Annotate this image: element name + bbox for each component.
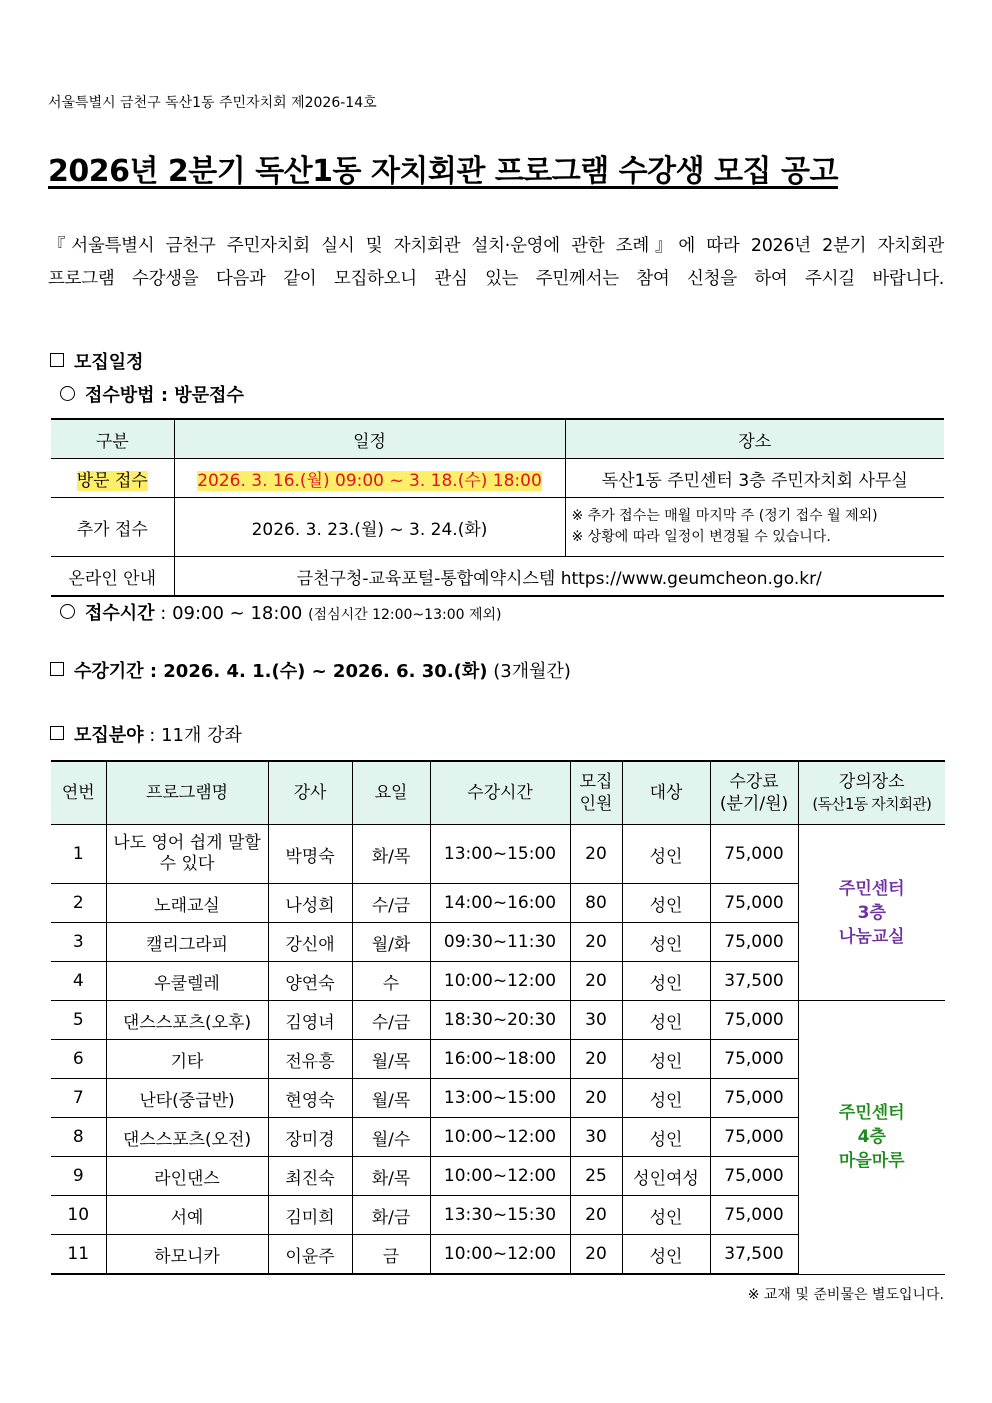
cap-line2: 인원	[579, 794, 613, 814]
row-teacher: 장미경	[268, 1118, 352, 1157]
row-time: 10:00~12:00	[430, 962, 570, 1001]
row-time: 18:30~20:30	[430, 1001, 570, 1040]
extra-date: 2026. 3. 23.(월) ~ 3. 24.(화)	[174, 498, 565, 557]
period-label: 수강기간 : 2026. 4. 1.(수) ~ 2026. 6. 30.(화)	[74, 661, 488, 682]
row-capacity: 20	[570, 1040, 622, 1079]
schedule-table	[51, 418, 944, 597]
row-fee: 37,500	[710, 1235, 798, 1275]
col-header-place	[798, 761, 945, 825]
fields-label: 모집분야	[74, 725, 144, 746]
row-no: 7	[51, 1079, 106, 1118]
row-fee: 75,000	[710, 923, 798, 962]
row-no: 8	[51, 1118, 106, 1157]
fee-line2: (분기/원)	[719, 794, 789, 814]
row-time: 13:00~15:00	[430, 825, 570, 884]
row-day: 화/금	[352, 1196, 430, 1235]
schedule-row-online	[51, 557, 944, 597]
section-period	[50, 657, 571, 683]
row-teacher: 전유흥	[268, 1040, 352, 1079]
time-note: (점심시간 12:00~13:00 제외)	[308, 607, 502, 623]
col-header-no: 연번	[51, 761, 106, 825]
circle-bullet-icon	[60, 604, 75, 619]
row-time: 13:00~15:00	[430, 1079, 570, 1118]
col-header-day: 요일	[352, 761, 430, 825]
row-no: 2	[51, 884, 106, 923]
row-fee: 75,000	[710, 1040, 798, 1079]
row-capacity: 20	[570, 1079, 622, 1118]
row-no: 11	[51, 1235, 106, 1275]
row-target: 성인	[622, 1040, 710, 1079]
row-day: 수	[352, 962, 430, 1001]
fee-line1: 수강료	[729, 772, 779, 792]
row-time: 10:00~12:00	[430, 1235, 570, 1275]
row-capacity: 20	[570, 1196, 622, 1235]
row-teacher: 나성희	[268, 884, 352, 923]
col-header-date: 일정	[174, 419, 565, 459]
visit-date-cell	[174, 459, 565, 498]
document-number: 서울특별시 금천구 독산1동 주민자치회 제2026-14호	[48, 95, 377, 111]
row-fee: 75,000	[710, 1196, 798, 1235]
row-name: 기타	[106, 1040, 268, 1079]
row-name: 하모니카	[106, 1235, 268, 1275]
extra-note-2: ※ 상황에 따라 일정이 변경될 수 있습니다.	[571, 529, 831, 545]
row-target: 성인	[622, 962, 710, 1001]
extra-note-1: ※ 추가 접수는 매월 마지막 주 (정기 접수 월 제외)	[571, 508, 878, 524]
row-teacher: 강신애	[268, 923, 352, 962]
row-name: 서예	[106, 1196, 268, 1235]
row-no: 10	[51, 1196, 106, 1235]
row-name: 난타(중급반)	[106, 1079, 268, 1118]
extra-label: 추가 접수	[51, 498, 174, 557]
row-capacity: 30	[570, 1001, 622, 1040]
row-capacity: 25	[570, 1157, 622, 1196]
row-fee: 37,500	[710, 962, 798, 1001]
row-fee: 75,000	[710, 1001, 798, 1040]
visit-place: 독산1동 주민센터 3층 주민자치회 사무실	[565, 459, 944, 498]
row-day: 월/목	[352, 1079, 430, 1118]
row-day: 수/금	[352, 884, 430, 923]
row-teacher: 김영녀	[268, 1001, 352, 1040]
row-day: 금	[352, 1235, 430, 1275]
col-header-name: 프로그램명	[106, 761, 268, 825]
place-a-line3: 나눔교실	[838, 926, 905, 947]
row-name: 노래교실	[106, 884, 268, 923]
intro-line-2: 프로그램 수강생을 다음과 같이 모집하오니 관심 있는 주민께서는 참여 신청을 하여 주시길 바랍니다.	[48, 269, 944, 289]
row-name: 나도 영어 쉽게 말할 수 있다	[106, 825, 268, 884]
table-row	[51, 825, 945, 884]
row-day: 수/금	[352, 1001, 430, 1040]
row-name: 캘리그라피	[106, 923, 268, 962]
page-title: 2026년 2분기 독산1동 자치회관 프로그램 수강생 모집 공고	[48, 154, 838, 189]
row-name: 댄스스포츠(오후)	[106, 1001, 268, 1040]
row-teacher: 현영숙	[268, 1079, 352, 1118]
cap-line1: 모집	[579, 772, 613, 792]
place-a-line1: 주민센터	[838, 878, 905, 899]
row-name: 우쿨렐레	[106, 962, 268, 1001]
schedule-header-row	[51, 419, 944, 459]
row-capacity: 20	[570, 923, 622, 962]
col-header-fee	[710, 761, 798, 825]
row-target: 성인	[622, 923, 710, 962]
col-header-time: 수강시간	[430, 761, 570, 825]
row-time: 13:30~15:30	[430, 1196, 570, 1235]
row-teacher: 김미희	[268, 1196, 352, 1235]
col-header-capacity	[570, 761, 622, 825]
row-day: 월/수	[352, 1118, 430, 1157]
checkbox-square-icon	[50, 662, 64, 676]
row-fee: 75,000	[710, 1157, 798, 1196]
row-teacher: 양연숙	[268, 962, 352, 1001]
row-no: 3	[51, 923, 106, 962]
row-target: 성인	[622, 1001, 710, 1040]
row-target: 성인	[622, 1079, 710, 1118]
row-capacity: 20	[570, 1235, 622, 1275]
col-header-target: 대상	[622, 761, 710, 825]
row-fee: 75,000	[710, 1118, 798, 1157]
row-name: 라인댄스	[106, 1157, 268, 1196]
checkbox-square-icon	[50, 726, 64, 740]
row-no: 1	[51, 825, 106, 884]
row-day: 화/목	[352, 825, 430, 884]
visit-date: 2026. 3. 16.(월) 09:00 ~ 3. 18.(수) 18:00	[197, 470, 542, 491]
row-fee: 75,000	[710, 1079, 798, 1118]
intro-paragraph	[48, 230, 944, 296]
time-label: 접수시간	[85, 603, 155, 624]
row-no: 6	[51, 1040, 106, 1079]
row-target: 성인	[622, 825, 710, 884]
program-table	[51, 760, 945, 1275]
online-label: 온라인 안내	[51, 557, 174, 597]
row-target: 성인	[622, 884, 710, 923]
row-day: 월/화	[352, 923, 430, 962]
row-time: 14:00~16:00	[430, 884, 570, 923]
row-day: 월/목	[352, 1040, 430, 1079]
row-capacity: 20	[570, 825, 622, 884]
schedule-row-extra	[51, 498, 944, 557]
place-b-cell	[798, 1001, 945, 1275]
row-target: 성인여성	[622, 1157, 710, 1196]
table-row	[51, 1001, 945, 1040]
section-schedule-label: 모집일정	[74, 352, 144, 373]
row-no: 4	[51, 962, 106, 1001]
visit-label: 방문 접수	[76, 470, 148, 491]
schedule-row-visit	[51, 459, 944, 498]
place-line2: (독산1동 자치회관)	[812, 795, 932, 813]
row-target: 성인	[622, 1196, 710, 1235]
subsection-method	[60, 381, 244, 407]
row-time: 09:30~11:30	[430, 923, 570, 962]
period-note: (3개월간)	[487, 661, 571, 682]
section-schedule	[50, 348, 144, 374]
place-a-cell	[798, 825, 945, 1001]
col-header-category: 구분	[51, 419, 174, 459]
subsection-time	[60, 599, 501, 625]
row-day: 화/목	[352, 1157, 430, 1196]
circle-bullet-icon	[60, 386, 75, 401]
method-label: 접수방법 : 방문접수	[85, 385, 244, 406]
col-header-teacher: 강사	[268, 761, 352, 825]
row-no: 9	[51, 1157, 106, 1196]
row-teacher: 박명숙	[268, 825, 352, 884]
place-b-line1: 주민센터	[838, 1103, 905, 1124]
row-capacity: 30	[570, 1118, 622, 1157]
row-fee: 75,000	[710, 884, 798, 923]
footnote: ※ 교재 및 준비물은 별도입니다.	[747, 1287, 944, 1303]
row-name: 댄스스포츠(오전)	[106, 1118, 268, 1157]
intro-line-1: 『서울특별시 금천구 주민자치회 실시 및 자치회관 설치·운영에 관한 조례』에 따라 2026년 2분기 자치회관	[48, 236, 944, 256]
place-a-line2: 3층	[857, 902, 886, 923]
col-header-place: 장소	[565, 419, 944, 459]
row-time: 10:00~12:00	[430, 1118, 570, 1157]
row-no: 5	[51, 1001, 106, 1040]
row-target: 성인	[622, 1235, 710, 1275]
row-target: 성인	[622, 1118, 710, 1157]
extra-notes	[565, 498, 944, 557]
row-time: 16:00~18:00	[430, 1040, 570, 1079]
place-b-line3: 마을마루	[838, 1151, 905, 1172]
row-fee: 75,000	[710, 825, 798, 884]
checkbox-square-icon	[50, 353, 64, 367]
program-header-row	[51, 761, 945, 825]
time-value: : 09:00 ~ 18:00	[154, 603, 309, 624]
place-line1: 강의장소	[838, 772, 905, 792]
fields-value: : 11개 강좌	[143, 725, 242, 746]
row-capacity: 20	[570, 962, 622, 1001]
online-info: 금천구청-교육포털-통합예약시스템 https://www.geumcheon.go.kr/	[174, 557, 944, 597]
place-b-line2: 4층	[857, 1127, 886, 1148]
row-time: 10:00~12:00	[430, 1157, 570, 1196]
row-teacher: 이윤주	[268, 1235, 352, 1275]
section-fields	[50, 721, 242, 747]
visit-label-cell	[51, 459, 174, 498]
row-teacher: 최진숙	[268, 1157, 352, 1196]
row-capacity: 80	[570, 884, 622, 923]
